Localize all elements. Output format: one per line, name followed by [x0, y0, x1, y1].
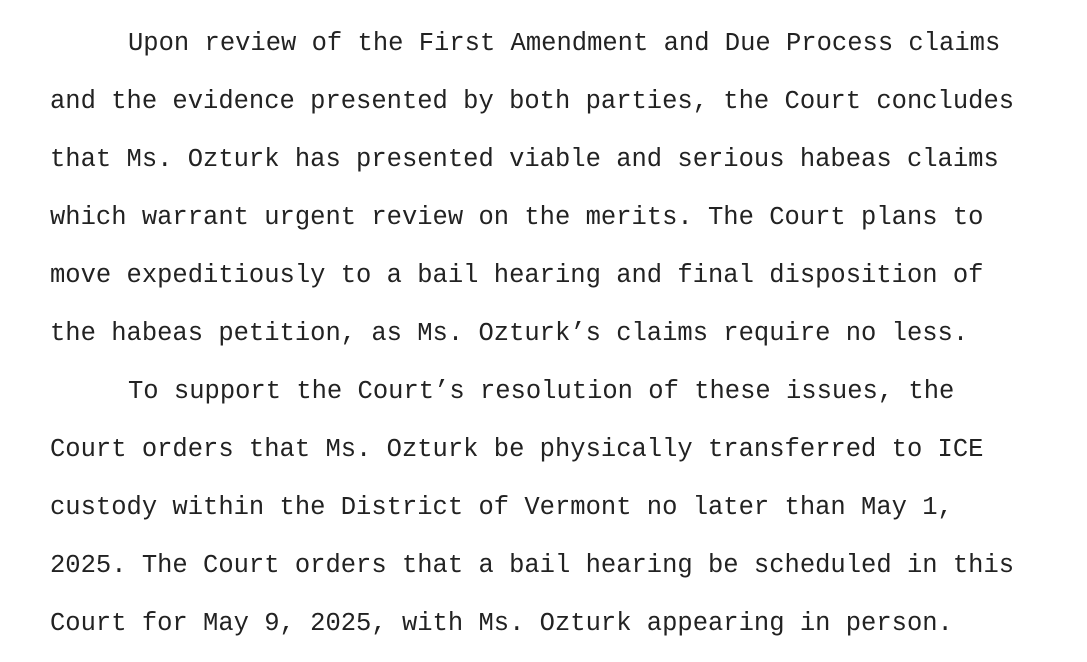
- text-line: Court for May 9, 2025, with Ms. Ozturk appearing in person.: [50, 609, 953, 638]
- text-line: that Ms. Ozturk has presented viable and serious habeas claims: [50, 145, 999, 174]
- text-line: Upon review of the First Amendment and Due Process claims: [128, 29, 1001, 58]
- text-line: 2025. The Court orders that a bail hearing be scheduled in this: [50, 551, 1015, 580]
- paragraph-habeas-claims: [50, 15, 1040, 363]
- text-line: and the evidence presented by both parties, the Court concludes: [50, 87, 1015, 116]
- text-line: the habeas petition, as Ms. Ozturk’s claims require no less.: [50, 319, 969, 348]
- text-line: To support the Court’s resolution of these issues, the: [128, 377, 955, 406]
- text-line: move expeditiously to a bail hearing and final disposition of: [50, 261, 984, 290]
- document-page: [50, 15, 1040, 653]
- paragraph-transfer-order: [50, 363, 1040, 653]
- text-line: Court orders that Ms. Ozturk be physically transferred to ICE: [50, 435, 984, 464]
- text-line: which warrant urgent review on the merits. The Court plans to: [50, 203, 984, 232]
- text-line: custody within the District of Vermont no later than May 1,: [50, 493, 953, 522]
